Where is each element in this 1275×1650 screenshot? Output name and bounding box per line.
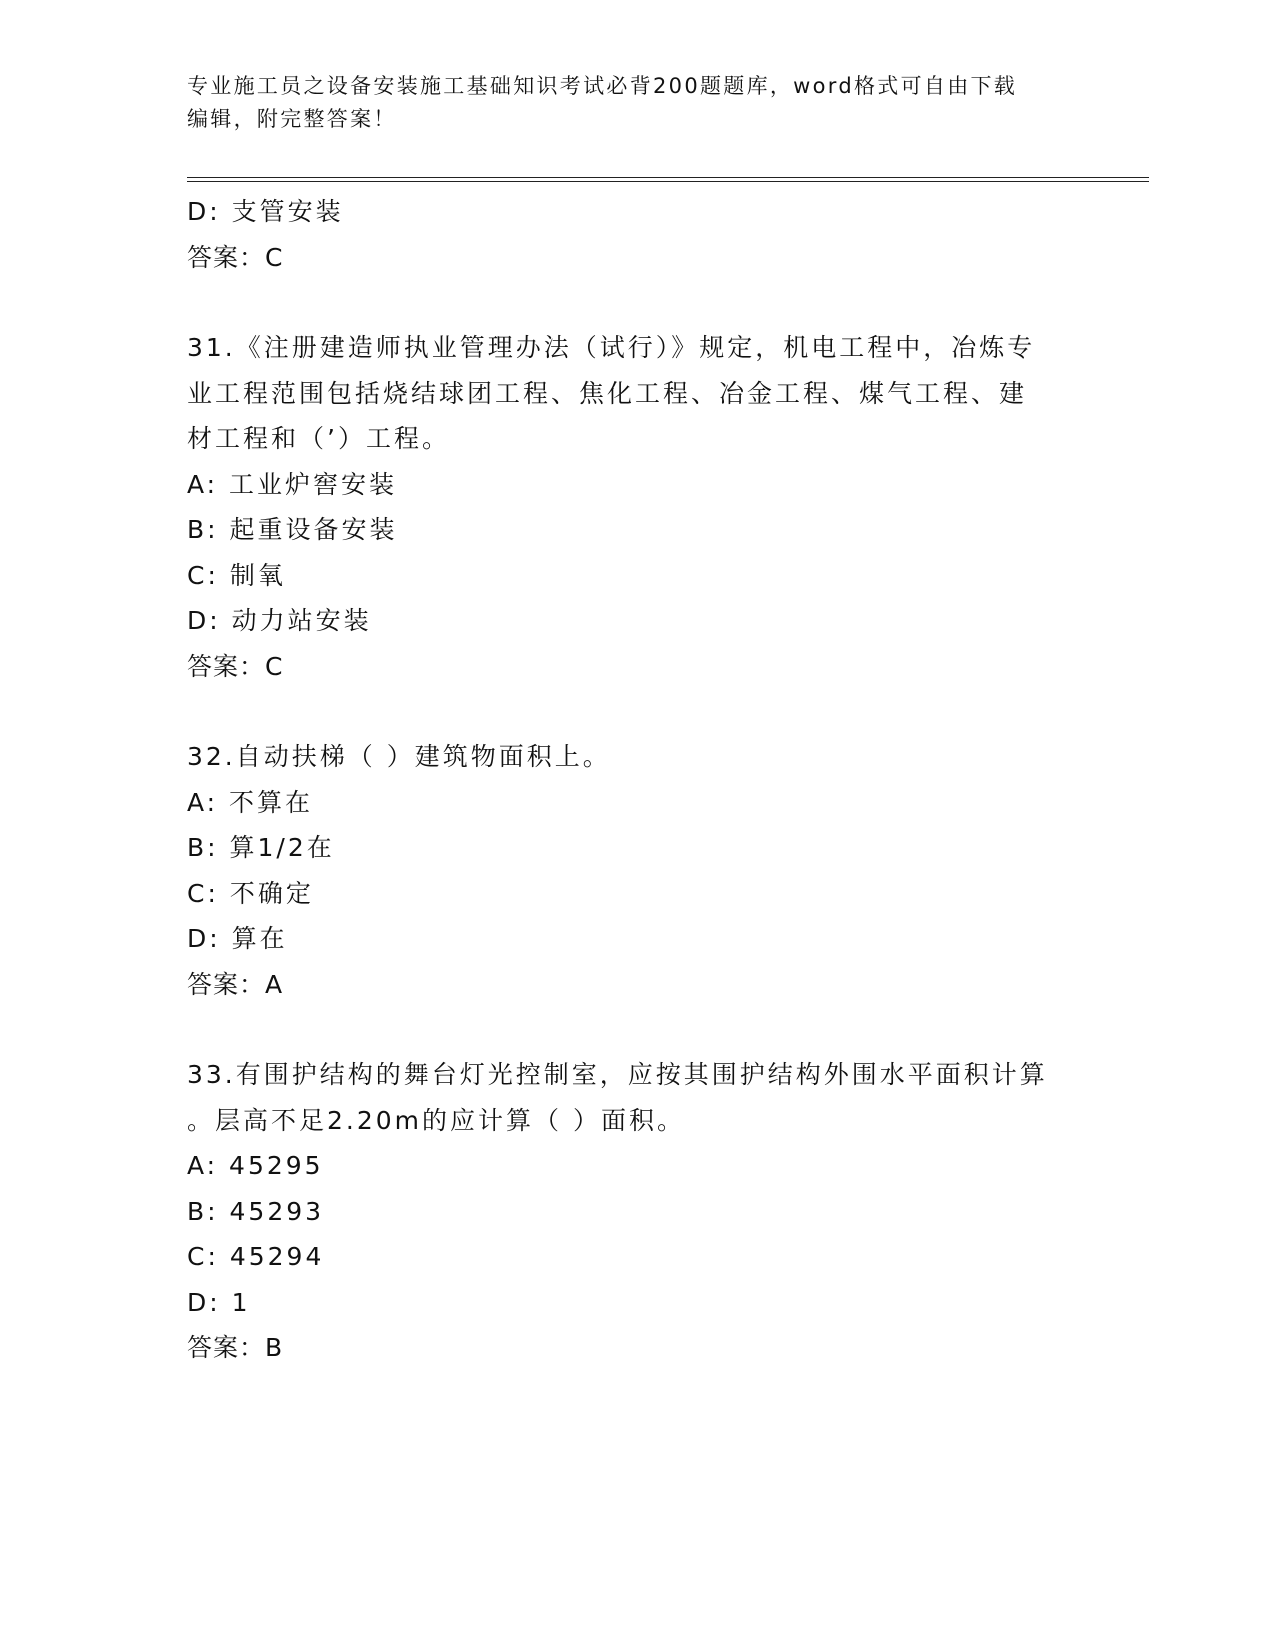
document-body <box>187 189 1067 1371</box>
question-stem-line: 。层高不足2.20m的应计算（ ）面积。 <box>187 1105 685 1135</box>
question-stem-line: 33.有围护结构的舞台灯光控制室，应按其围护结构外围水平面积计算 <box>187 1060 1048 1089</box>
option-d: D: 支管安装 <box>187 197 344 226</box>
question-33 <box>187 1052 1067 1371</box>
question-stem-line: 业工程范围包括烧结球团工程、焦化工程、冶金工程、煤气工程、建 <box>187 378 1028 408</box>
answer-line: 答案：A <box>187 969 284 999</box>
option-d: D: 动力站安装 <box>187 606 372 635</box>
question-31 <box>187 325 1067 689</box>
question-32 <box>187 734 1067 1007</box>
option-b: B: 45293 <box>187 1196 325 1226</box>
option-b: B: 算1/2在 <box>187 833 335 862</box>
option-a: A: 不算在 <box>187 787 314 817</box>
header-title-line-2: 编辑，附完整答案！ <box>187 107 397 131</box>
continued-question <box>187 189 1067 280</box>
question-stem <box>187 1052 1067 1143</box>
answer-line: 答案：C <box>187 651 284 681</box>
question-stem <box>187 734 1067 780</box>
answer-line: 答案：B <box>187 1333 284 1362</box>
header-divider <box>187 177 1149 182</box>
option-a: A: 工业炉窖安装 <box>187 469 398 499</box>
option-d: D: 算在 <box>187 924 288 953</box>
option-c: C: 制氧 <box>187 560 286 590</box>
header-title-line-1: 专业施工员之设备安装施工基础知识考试必背200题题库，word格式可自由下载 <box>187 74 1018 98</box>
option-a: A: 45295 <box>187 1151 324 1180</box>
question-stem-line: 材工程和（’）工程。 <box>187 424 450 453</box>
page-header <box>187 70 1067 136</box>
option-d: D: 1 <box>187 1287 251 1317</box>
option-c: C: 不确定 <box>187 878 314 908</box>
question-stem-line: 32.自动扶梯（ ）建筑物面积上。 <box>187 742 611 771</box>
option-b: B: 起重设备安装 <box>187 515 398 544</box>
question-stem <box>187 325 1067 462</box>
option-c: C: 45294 <box>187 1242 325 1271</box>
question-stem-line: 31.《注册建造师执业管理办法（试行）》规定，机电工程中，冶炼专 <box>187 333 1036 362</box>
answer-line: 答案：C <box>187 242 284 272</box>
